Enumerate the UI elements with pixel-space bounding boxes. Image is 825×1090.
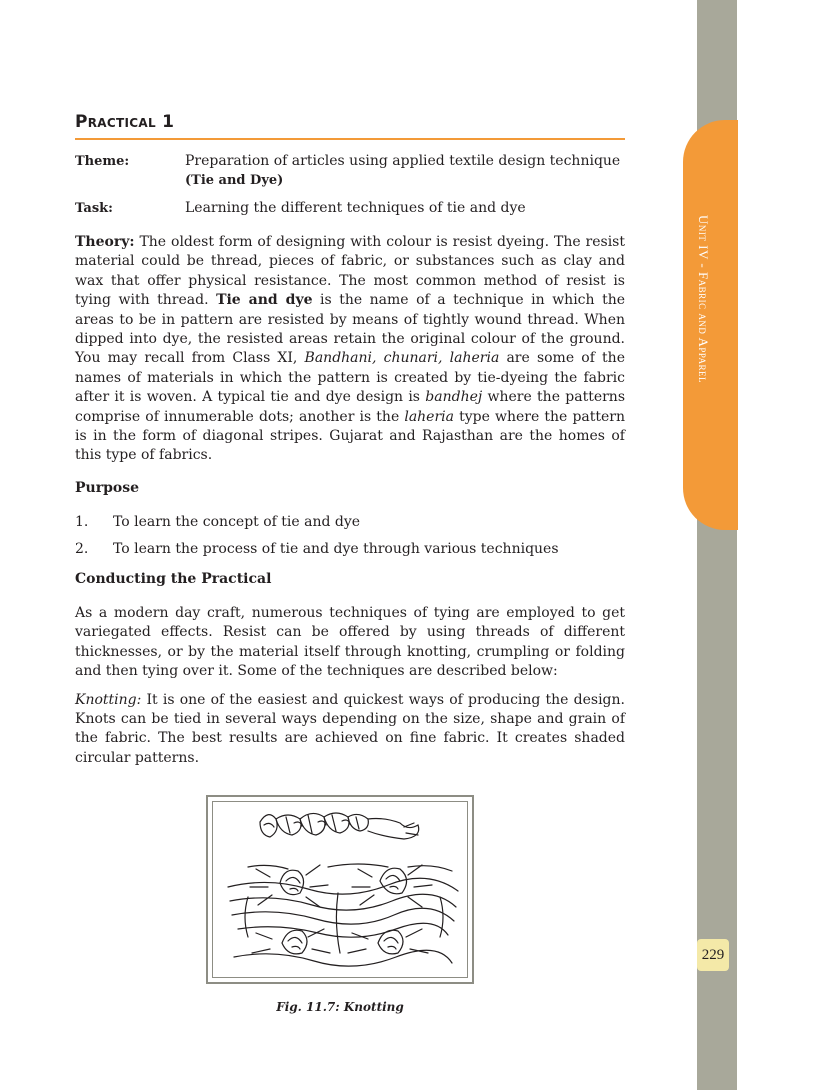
list-item — [75, 513, 625, 532]
figure-caption: Fig. 11.7: Knotting — [276, 1000, 404, 1014]
conducting-heading: Conducting the Practical — [75, 570, 272, 587]
task-row — [75, 199, 625, 218]
knotting-paragraph — [75, 691, 625, 769]
task-label: Task: — [75, 201, 113, 216]
theme-row — [75, 152, 625, 190]
theory-italic-2: bandhej — [425, 389, 483, 406]
theory-bold-1: Tie and dye — [216, 292, 313, 309]
list-item-text: To learn the process of tie and dye through various techniques — [113, 540, 559, 557]
theory-text-3: are some of the names of materials in which the pattern is created by tie-dyeing the fabric after it is woven. A typical tie and dye design is — [75, 350, 625, 406]
theory-text-5: type where the pattern is in the form of diagonal stripes. Gujarat and Rajasthan are the homes of this type of fabrics. — [75, 408, 625, 464]
unit-label: Unit IV - Fabric and Apparel — [696, 215, 711, 384]
page-number: 229 — [697, 939, 729, 971]
list-item-number: 1. — [75, 513, 89, 530]
list-item — [75, 540, 625, 559]
task-value: Learning the different techniques of tie and dye — [185, 200, 526, 216]
knotting-label: Knotting: — [75, 691, 142, 708]
conducting-paragraph: As a modern day craft, numerous techniques of tying are employed to get variegated effects. Resist can be offered by using threads of different thicknesses, or by the material itself through knotting, crumpling or folding and then tying over it. Some of the techniques are described below: — [75, 604, 625, 680]
theory-italic-3: laheria — [404, 408, 454, 425]
theme-label: Theme: — [75, 154, 130, 169]
practical-title: Practical 1 — [75, 112, 625, 140]
theory-text-1: The oldest form of designing with colour is resist dyeing. The resist material could be thread, pieces of fabric, or substances such as clay and wax that offer physical resistance. The most common method of resist is tying with thread. — [75, 234, 625, 309]
theory-italic-1: Bandhani, chunari, laheria — [304, 350, 500, 367]
theory-label: Theory: — [75, 234, 135, 250]
theory-paragraph — [75, 233, 625, 466]
purpose-heading: Purpose — [75, 479, 139, 496]
theme-bold-text: (Tie and Dye) — [185, 173, 284, 188]
list-item-text: To learn the concept of tie and dye — [113, 513, 361, 530]
theme-value — [185, 152, 625, 190]
knotted-fabric-illustration-icon — [208, 797, 472, 982]
knotting-text: It is one of the easiest and quickest ways of producing the design. Knots can be tied in several ways depending on the size, shape and grain of the fabric. The best results are achieved on fine fabric. It creates shaded circular patterns. — [75, 691, 625, 766]
theory-text-2: is the name of a technique in which the areas to be in pattern are resisted by means of tightly wound thread. When dipped into dye, the resisted areas retain the original colour of the ground. You may recall from Class XI, — [75, 292, 625, 367]
list-item-number: 2. — [75, 540, 89, 557]
main-content — [75, 112, 625, 768]
theme-text: Preparation of articles using applied textile design technique — [185, 153, 621, 169]
purpose-list — [75, 513, 625, 559]
knotting-figure — [206, 795, 474, 984]
theory-text-4: where the patterns comprise of innumerable dots; another is the — [75, 389, 626, 425]
